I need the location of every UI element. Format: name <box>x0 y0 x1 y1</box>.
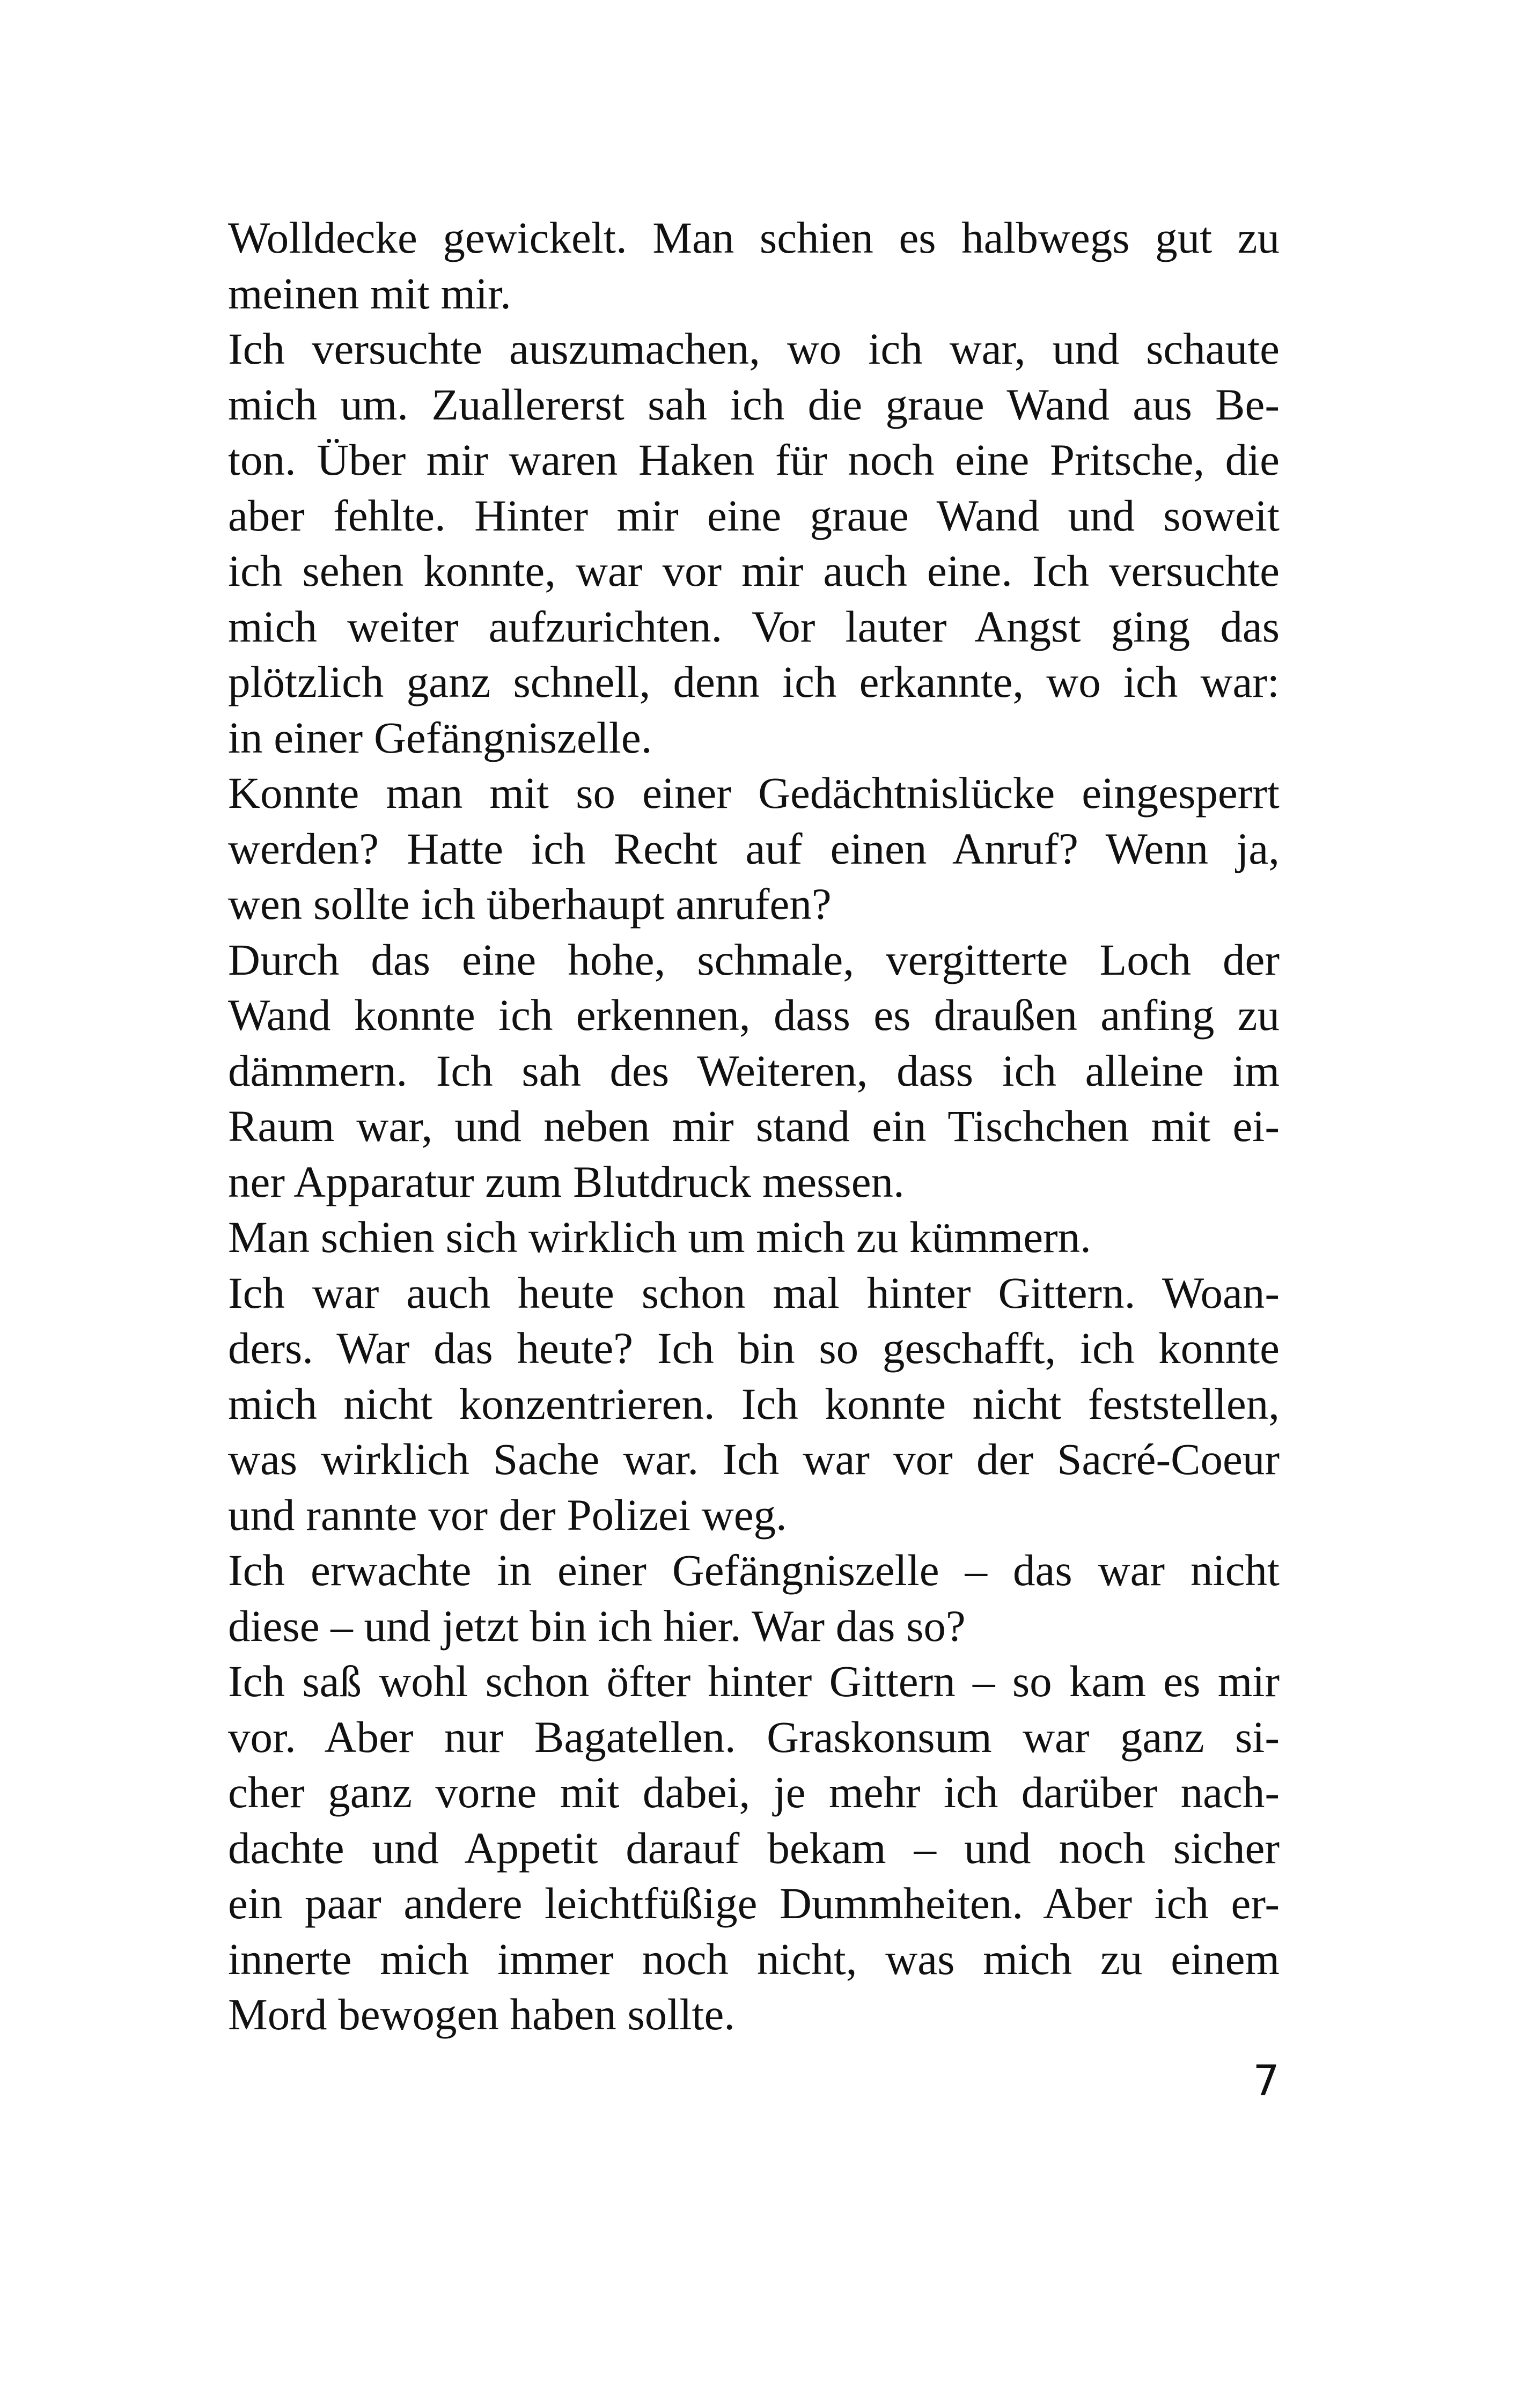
text-line: aber fehlte. Hinter mir eine graue Wand und soweit <box>228 490 1280 540</box>
paragraph <box>228 1265 1280 1543</box>
paragraph <box>228 1654 1280 2043</box>
text-line: Man schien sich wirklich um mich zu kümmern. <box>228 1212 1091 1262</box>
text-line: ein paar andere leichtfüßige Dummheiten. Aber ich er- <box>228 1879 1280 1928</box>
text-line: plötzlich ganz schnell, denn ich erkannte, wo ich war: <box>228 657 1280 706</box>
text-line: Mord bewogen haben sollte. <box>228 1990 736 2039</box>
text-line: ich sehen konnte, war vor mir auch eine. Ich versuchte <box>228 546 1280 595</box>
paragraph <box>228 932 1280 1210</box>
text-line: ton. Über mir waren Haken für noch eine Pritsche, die <box>228 435 1280 484</box>
text-line: Raum war, und neben mir stand ein Tischchen mit ei- <box>228 1101 1280 1151</box>
text-line: Ich versuchte auszumachen, wo ich war, und schaute <box>228 324 1280 373</box>
text-line: wen sollte ich überhaupt anrufen? <box>228 879 832 929</box>
paragraph <box>228 765 1280 932</box>
text-line: in einer Gefängniszelle. <box>228 712 652 762</box>
text-line: Wolldecke gewickelt. Man schien es halbwegs gut zu <box>228 213 1280 262</box>
text-line: dämmern. Ich sah des Weiteren, dass ich alleine im <box>228 1045 1280 1095</box>
text-line: mich weiter aufzurichten. Vor lauter Angst ging das <box>228 601 1280 651</box>
paragraph <box>228 321 1280 765</box>
text-line: werden? Hatte ich Recht auf einen Anruf? Wenn ja, <box>228 823 1280 873</box>
page-number: 7 <box>1253 2057 1280 2105</box>
text-line: Ich erwachte in einer Gefängniszelle – das war nicht <box>228 1545 1280 1595</box>
text-line: meinen mit mir. <box>228 268 511 318</box>
text-line: Ich war auch heute schon mal hinter Gittern. Woan- <box>228 1268 1280 1317</box>
text-line: mich um. Zuallererst sah ich die graue Wand aus Be- <box>228 379 1280 429</box>
text-line: ner Apparatur zum Blutdruck messen. <box>228 1157 905 1206</box>
text-line: und rannte vor der Polizei weg. <box>228 1490 787 1540</box>
text-line: cher ganz vorne mit dabei, je mehr ich darüber nach- <box>228 1768 1280 1817</box>
text-line: mich nicht konzentrieren. Ich konnte nicht feststellen, <box>228 1379 1280 1428</box>
body-text <box>228 210 1280 2043</box>
text-line: Konnte man mit so einer Gedächtnislücke eingesperrt <box>228 768 1280 818</box>
text-line: ders. War das heute? Ich bin so geschafft, ich konnte <box>228 1323 1280 1373</box>
paragraph <box>228 1543 1280 1654</box>
text-line: dachte und Appetit darauf bekam – und noch sicher <box>228 1823 1280 1873</box>
text-line: diese – und jetzt bin ich hier. War das so? <box>228 1601 966 1651</box>
text-line: Wand konnte ich erkennen, dass es draußen anfing zu <box>228 990 1280 1040</box>
text-line: was wirklich Sache war. Ich war vor der Sacré-Coeur <box>228 1434 1280 1484</box>
text-line: Durch das eine hohe, schmale, vergitterte Loch der <box>228 934 1280 984</box>
text-line: innerte mich immer noch nicht, was mich zu einem <box>228 1934 1280 1984</box>
paragraph <box>228 1210 1280 1265</box>
paragraph <box>228 210 1280 321</box>
text-line: vor. Aber nur Bagatellen. Graskonsum war ganz si- <box>228 1712 1280 1762</box>
text-line: Ich saß wohl schon öfter hinter Gittern – so kam es mir <box>228 1656 1280 1706</box>
